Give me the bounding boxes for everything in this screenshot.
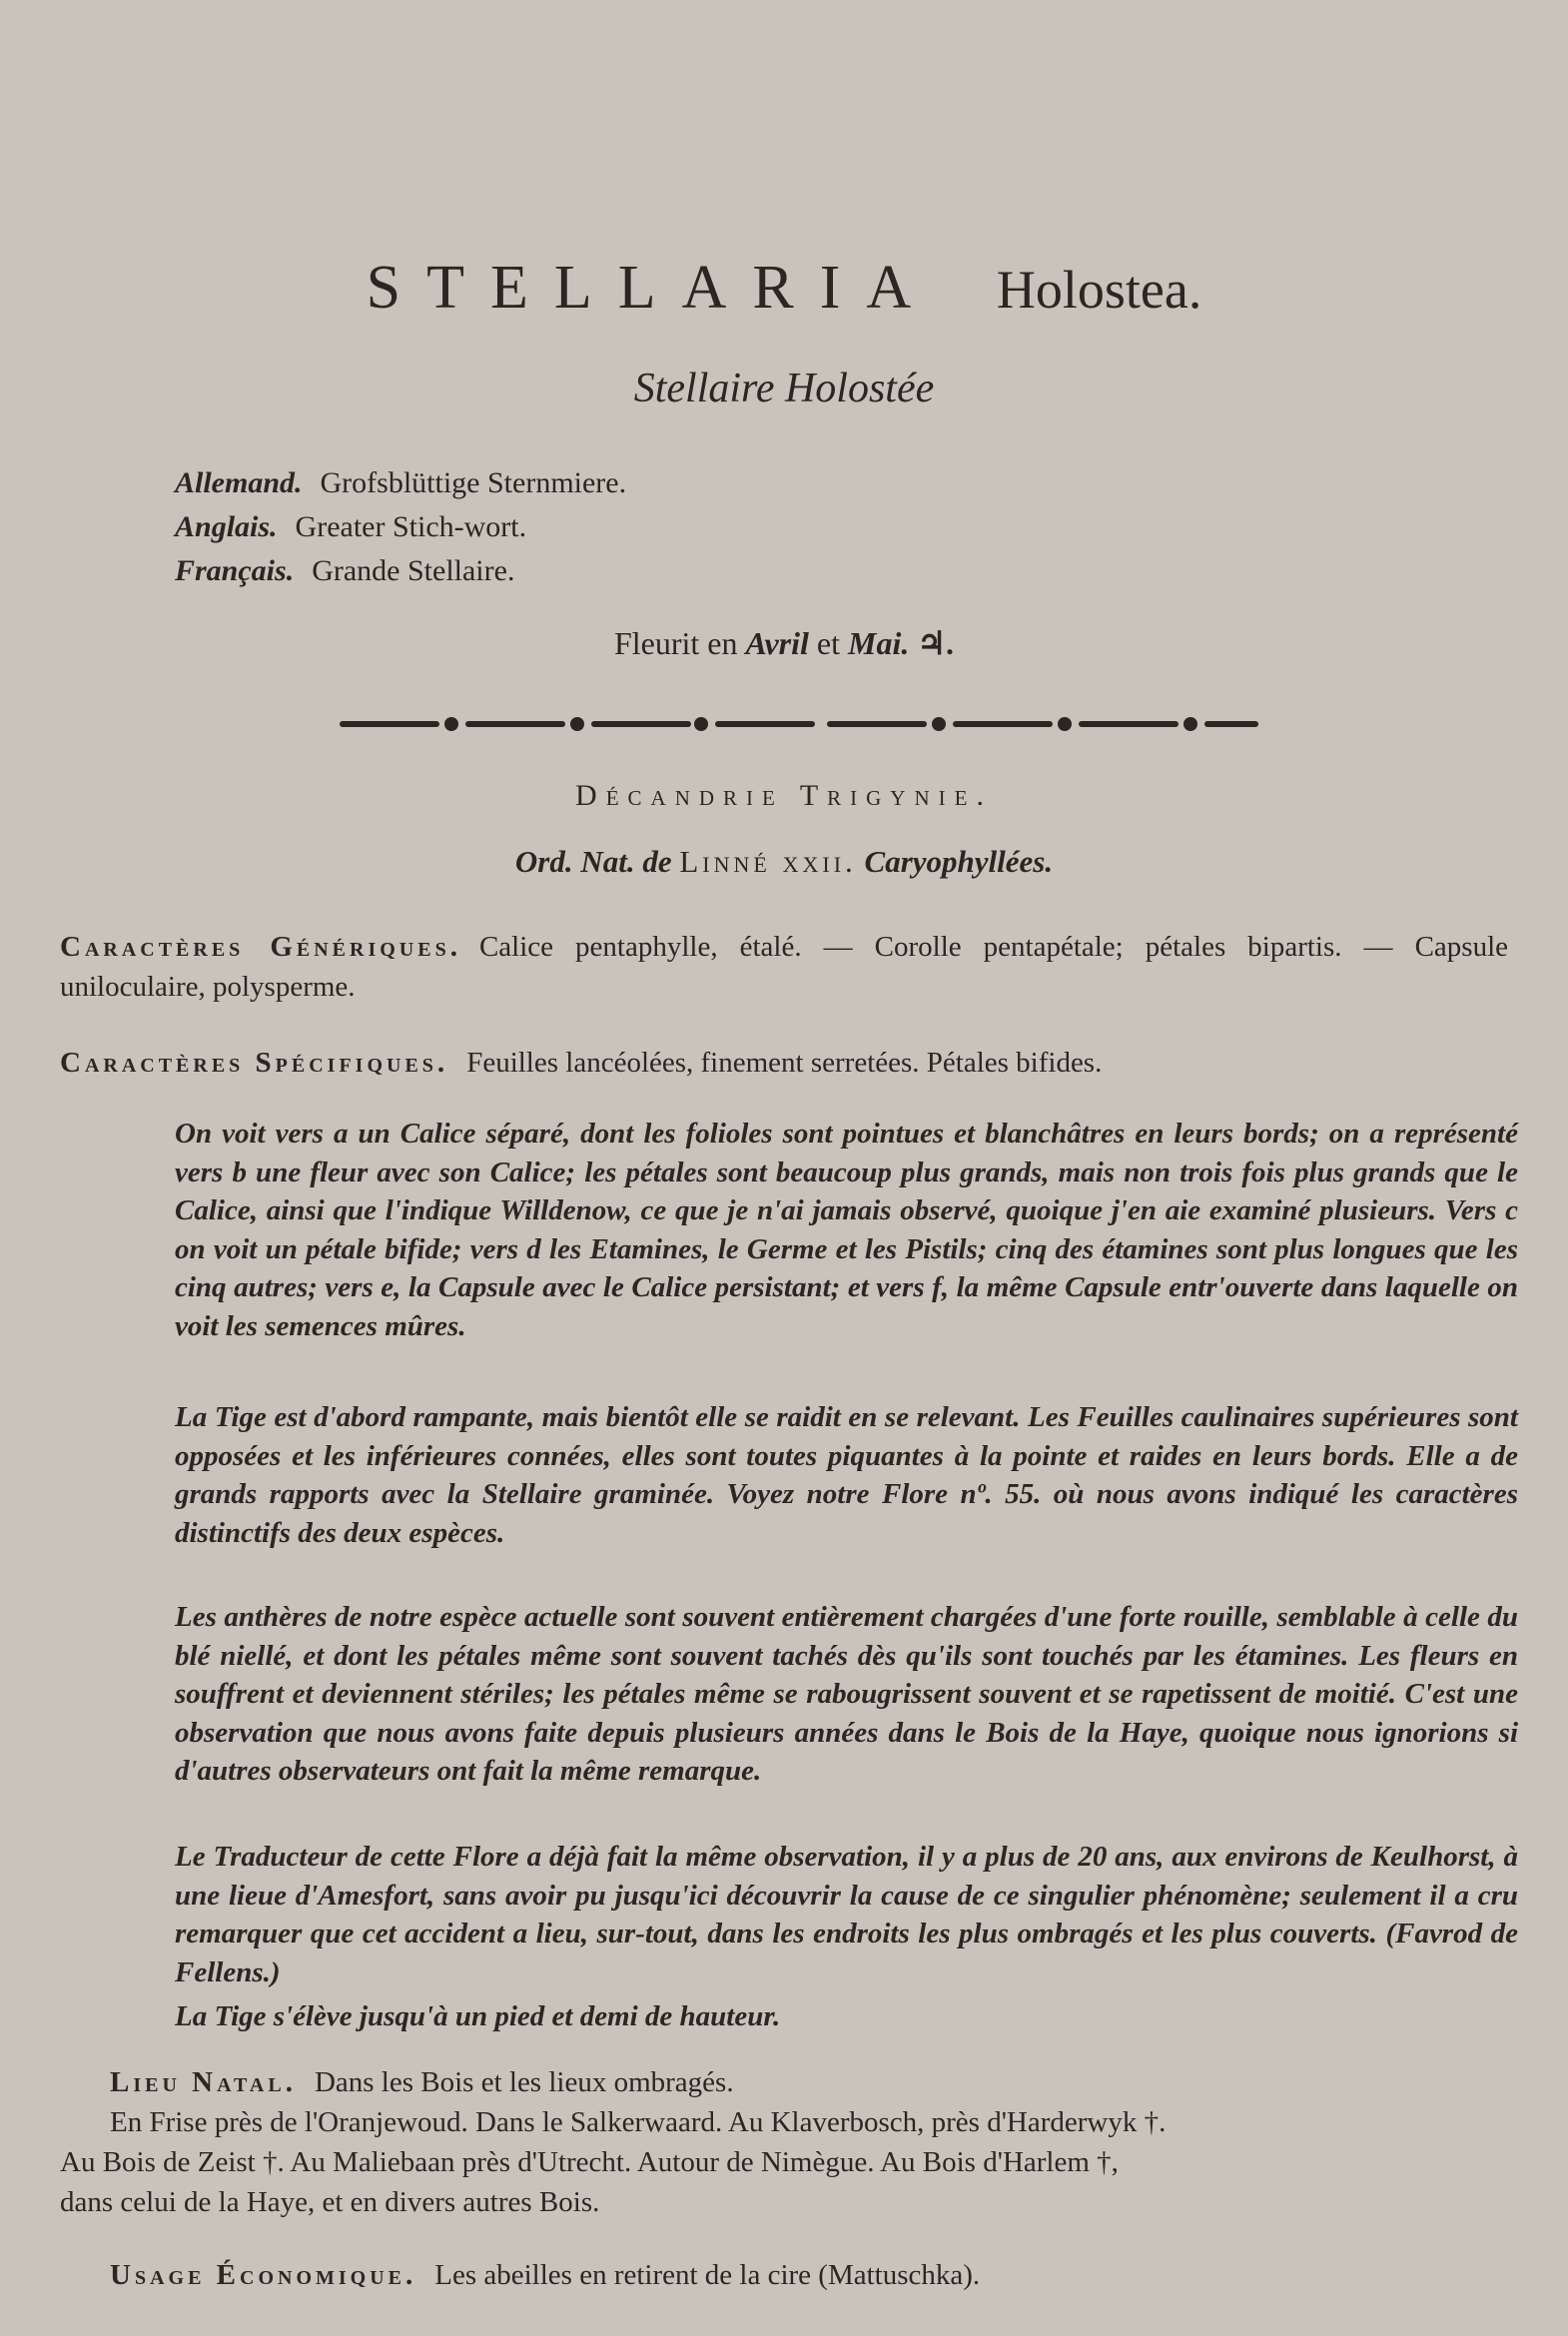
- habitat-line-3: Au Bois de Zeist †. Au Maliebaan près d'Utrecht. Autour de Nimègue. Au Bois d'Harlem †,: [60, 2146, 1119, 2178]
- ord-nat: Ord. Nat.: [514, 844, 635, 879]
- name-value: Grande Stellaire.: [312, 554, 515, 587]
- perennial-symbol: ♃.: [917, 625, 955, 661]
- ord-family: Caryophyllées.: [864, 844, 1054, 879]
- flowering-and: et: [816, 625, 840, 661]
- ord-de: de: [642, 844, 672, 879]
- name-row: [175, 461, 626, 505]
- habitat-line-1: Dans les Bois et les lieux ombragés.: [314, 2066, 734, 2098]
- ornamental-divider: [340, 713, 1258, 735]
- habitat-line-4: dans celui de la Haye, et en divers autres Bois.: [60, 2186, 600, 2218]
- specific-heading: Caractères Spécifiques.: [60, 1047, 449, 1079]
- flowering-month-1: Avril: [745, 625, 809, 661]
- name-value: Greater Stich-wort.: [295, 510, 527, 543]
- page-subtitle: Stellaire Holostée: [633, 366, 935, 411]
- specific-text: Feuilles lancéolées, finement serretées. Pétales bifides.: [466, 1047, 1103, 1079]
- description-paragraph: La Tige s'élève jusqu'à un pied et demi de hauteur.: [175, 2000, 781, 2032]
- ord-linne: Linné xxii.: [679, 844, 857, 879]
- flowering-prefix: Fleurit en: [613, 625, 738, 661]
- specific-characters: [60, 1043, 1508, 1083]
- name-lang: Allemand.: [175, 466, 303, 499]
- page-title: [0, 250, 1568, 324]
- habitat-heading-line: [110, 2062, 1508, 2102]
- name-row: [175, 549, 626, 593]
- title-genus: STELLARIA: [366, 254, 938, 322]
- habitat-line-2: En Frise près de l'Oranjewoud. Dans le Salkerwaard. Au Klaverbosch, près d'Harderwyk †.: [110, 2106, 1167, 2138]
- name-lang: Français.: [175, 554, 295, 587]
- description-paragraph: Le Traducteur de cette Flore a déjà fait la même observation, il y a plus de 20 ans, aux environs de Keulhorst, à une lieue d'Amesfort, sans avoir pu jusqu'ici découvrir la cause de ce singulier phénomène; seulement il a cru remarquer que cet accident a lieu, sur-tout, dans les endroits les plus ombragés et les plus couverts. (Favrod de Fellens.): [175, 1841, 1518, 1988]
- name-value: Grofsblüttige Sternmiere.: [320, 466, 627, 499]
- generic-text: Calice pentaphylle, étalé. — Corolle pentapétale; pétales bipartis. — Capsule uniloculaire, polysperme.: [60, 931, 1509, 1003]
- title-species: Holostea.: [996, 260, 1202, 320]
- usage-text: Les abeilles en retirent de la cire (Mattuschka).: [434, 2259, 981, 2291]
- name-lang: Anglais.: [175, 510, 278, 543]
- flowering-month-2: Mai.: [848, 625, 910, 661]
- economic-use: [110, 2255, 1508, 2295]
- name-row: [175, 505, 626, 549]
- description-paragraph: La Tige est d'abord rampante, mais bientôt elle se raidit en se relevant. Les Feuilles caulinaires supérieures sont opposées et les inférieures connées, elles sont toutes piquantes à la pointe et raides en leurs bords. Elle a de grands rapports avec la Stellaire graminée. Voyez notre Flore nº. 55. où nous avons indiqué les caractères distinctifs des deux espèces.: [175, 1401, 1518, 1549]
- flowering-line: [0, 624, 1568, 662]
- habitat-heading: Lieu Natal.: [110, 2066, 297, 2098]
- natural-order: [0, 844, 1568, 880]
- description-paragraph: On voit vers a un Calice séparé, dont les folioles sont pointues et blanchâtres en leurs bords; on a représenté vers b une fleur avec son Calice; les pétales sont beaucoup plus grands, mais non trois fois plus grands que le Calice, ainsi que l'indique Willdenow, ce que je n'ai jamais observé, quoique j'en aie examiné plusieurs. Vers c on voit un pétale bifide; vers d les Etamines, le Germe et les Pistils; cinq des étamines sont plus longues que les cinq autres; vers e, la Capsule avec le Calice persistant; et vers f, la même Capsule entr'ouverte dans laquelle on voit les semences mûres.: [175, 1118, 1518, 1342]
- vernacular-names: [175, 461, 626, 593]
- usage-heading: Usage Économique.: [110, 2259, 417, 2291]
- generic-characters: [60, 927, 1508, 1007]
- description-paragraph: Les anthères de notre espèce actuelle sont souvent entièrement chargées d'une forte rouille, semblable à celle du blé niellé, et dont les pétales même sont souvent tachés dès qu'ils sont touchés par les étamines. Les fleurs en souffrent et deviennent stériles; les pétales même se rabougrissent souvent et se rapetissent de moitié. C'est une observation que nous avons faite depuis plusieurs années dans le Bois de la Haye, quoique nous ignorions si d'autres observateurs ont fait la même remarque.: [175, 1601, 1518, 1787]
- generic-heading: Caractères Génériques.: [60, 931, 461, 963]
- linnaean-class: Décandrie Trigynie.: [575, 779, 993, 812]
